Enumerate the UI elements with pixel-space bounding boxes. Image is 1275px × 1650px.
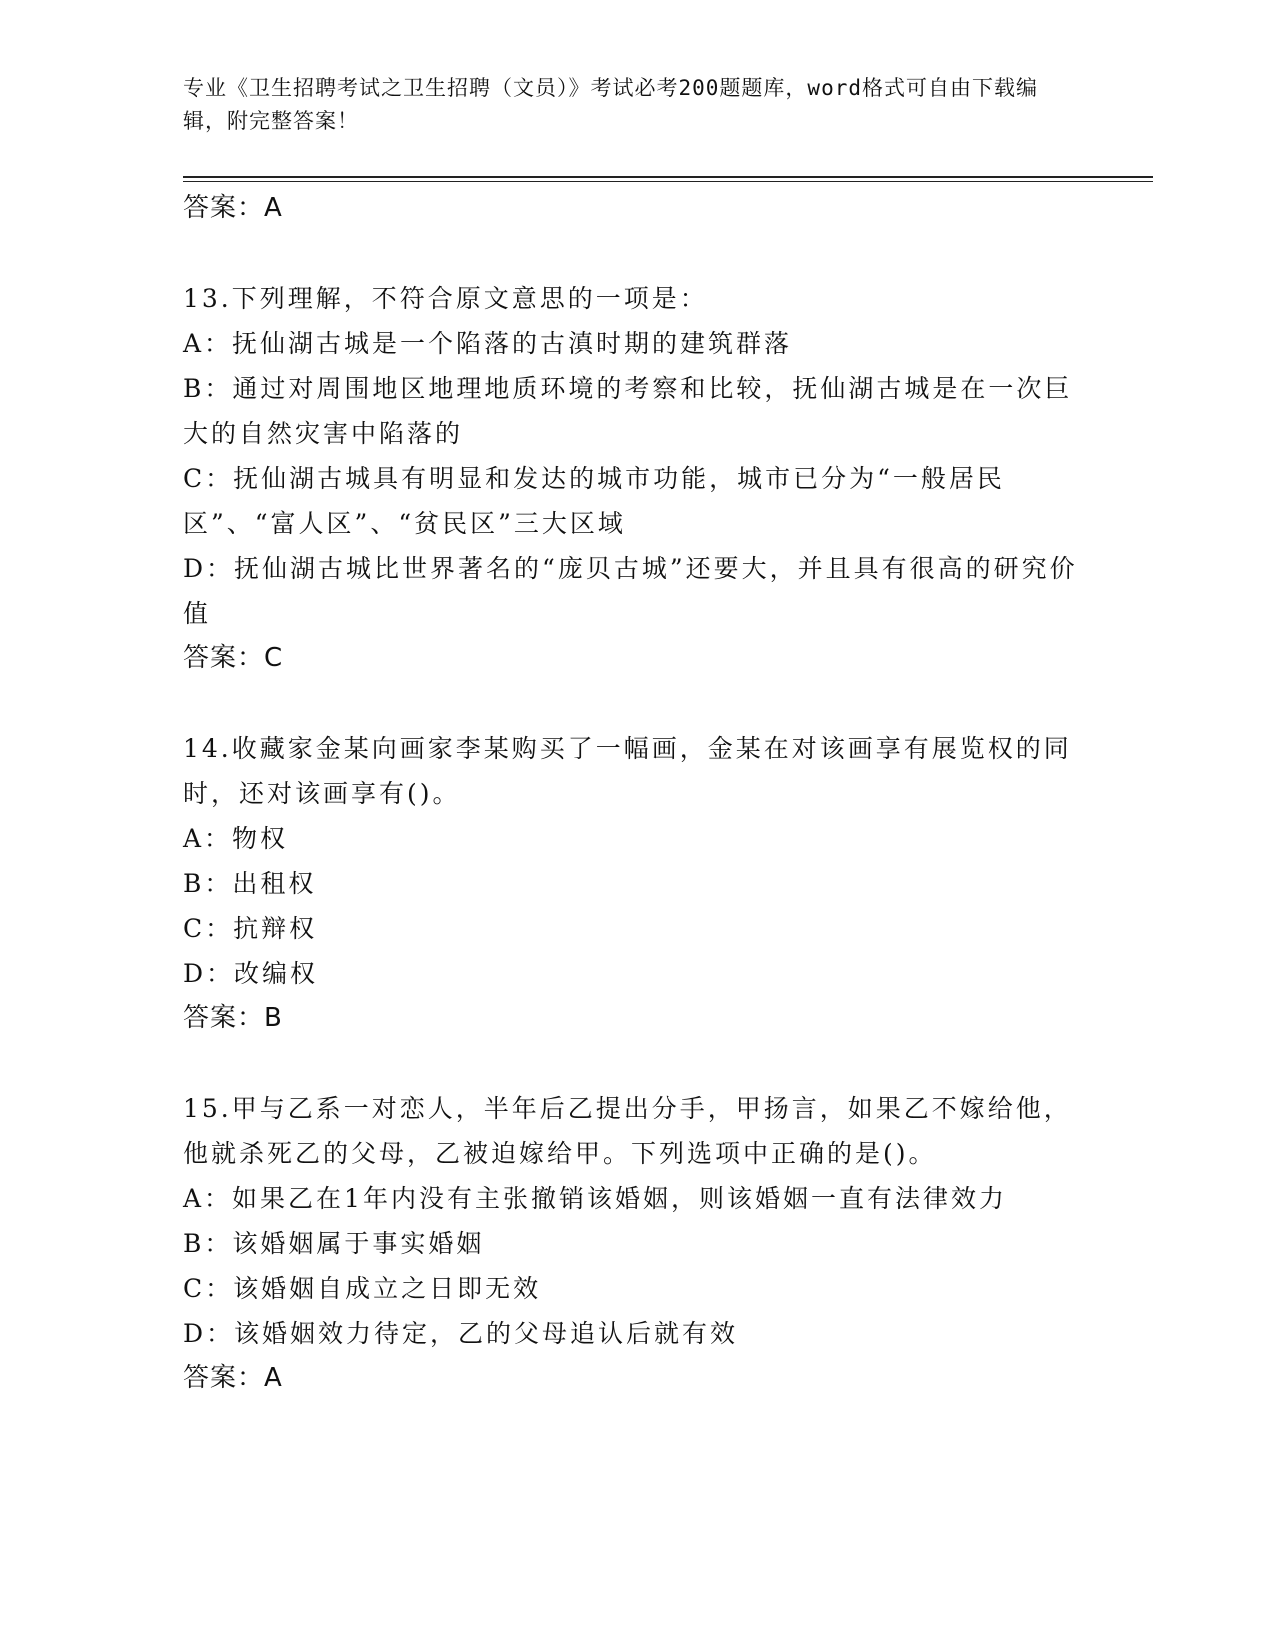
option-c: C：抗辩权 — [183, 914, 318, 943]
option-a: A：如果乙在1年内没有主张撤销该婚姻，则该婚姻一直有法律效力 — [183, 1184, 1007, 1213]
option-a: A：抚仙湖古城是一个陷落的古滇时期的建筑群落 — [183, 329, 793, 358]
question-13 — [183, 276, 1083, 680]
spacer — [183, 680, 1083, 726]
option-b: B：通过对周围地区地理地质环境的考察和比较，抚仙湖古城是在一次巨大的自然灾害中陷落的 — [183, 374, 1073, 448]
question-text: 15.甲与乙系一对恋人，半年后乙提出分手，甲扬言，如果乙不嫁给他，他就杀死乙的父母，乙被迫嫁给甲。下列选项中正确的是()。 — [183, 1094, 1072, 1168]
question-14 — [183, 726, 1083, 1040]
option-c: C：抚仙湖古城具有明显和发达的城市功能，城市已分为“一般居民区”、“富人区”、“贫民区”三大区域 — [183, 464, 1005, 538]
page-header: 专业《卫生招聘考试之卫生招聘（文员）》考试必考200题题库，word格式可自由下载编辑，附完整答案！ — [183, 76, 1038, 133]
spacer — [183, 230, 1083, 276]
spacer — [183, 1040, 1083, 1086]
question-text: 14.收藏家金某向画家李某购买了一幅画，金某在对该画享有展览权的同时，还对该画享有()。 — [183, 734, 1072, 808]
answer-line: 答案：A — [183, 193, 283, 223]
header-divider — [183, 176, 1153, 178]
option-c: C：该婚姻自成立之日即无效 — [183, 1274, 542, 1303]
answer-line: 答案：B — [183, 1003, 283, 1033]
question-text: 13.下列理解，不符合原文意思的一项是： — [183, 284, 708, 313]
header-divider-thin — [183, 181, 1153, 182]
question-list — [183, 186, 1083, 1400]
option-d: D：改编权 — [183, 959, 319, 988]
option-d: D：该婚姻效力待定，乙的父母追认后就有效 — [183, 1319, 739, 1348]
option-b: B：出租权 — [183, 869, 317, 898]
option-b: B：该婚姻属于事实婚姻 — [183, 1229, 485, 1258]
option-a: A：物权 — [183, 824, 289, 853]
option-d: D：抚仙湖古城比世界著名的“庞贝古城”还要大，并且具有很高的研究价值 — [183, 554, 1078, 628]
question-15 — [183, 1086, 1083, 1400]
answer-line: 答案：C — [183, 643, 284, 673]
answer-line: 答案：A — [183, 1363, 283, 1393]
